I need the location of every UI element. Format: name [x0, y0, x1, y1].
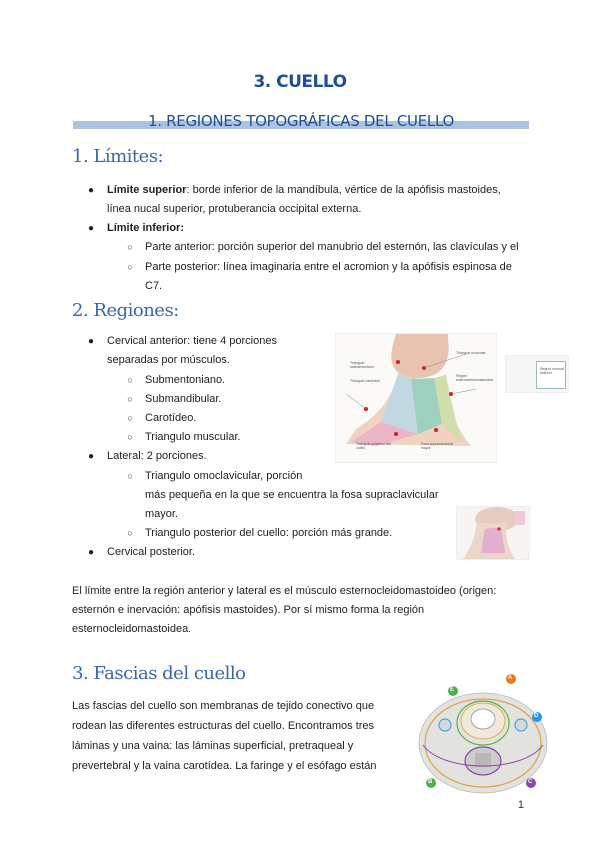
region-lateral: Lateral: 2 porciones. — [107, 450, 207, 462]
document-title: 3. CUELLO — [253, 72, 347, 92]
paragraph-line: rodean las diferentes estructuras del cuello. Encontramos tres — [72, 720, 375, 732]
limite-superior-text: : borde inferior de la mandíbula, vértice de la apófisis mastoides, — [186, 184, 501, 196]
legend-label: Región cervical anterior — [540, 367, 564, 375]
limite-inferior-label: Límite inferior: — [107, 222, 185, 234]
figure-badge: A — [508, 675, 513, 681]
list-item: Triangulo muscular. — [145, 431, 241, 443]
cervical-anterior-2: separadas por músculos. — [107, 354, 230, 366]
sub-bullet: ○ — [127, 394, 133, 404]
list-item: Submentoniano. — [145, 374, 226, 386]
sub-bullet: ○ — [127, 413, 133, 423]
limite-superior-line — [107, 181, 547, 200]
bullet-dot: ● — [87, 223, 95, 234]
bullet-dot: ● — [87, 547, 95, 558]
paragraph-line: Las fascias del cuello son membranas de tejido conectivo que — [72, 700, 375, 712]
figure-badge: D — [534, 713, 539, 719]
lateral-omoclavicular: Triangulo omoclavicular, porción — [145, 470, 303, 482]
section-subtitle: 1. REGIONES TOPOGRÁFICAS DEL CUELLO — [148, 112, 454, 130]
legend-box — [536, 361, 566, 389]
paragraph-line: esternón e inervación: apófisis mastoides). Por sí mismo forma la región — [72, 604, 425, 616]
sub-bullet: ○ — [127, 528, 133, 538]
sub-bullet: ○ — [127, 375, 133, 385]
bullet-dot: ● — [87, 185, 95, 196]
list-item: Submandibular. — [145, 393, 222, 405]
figure-badge: E — [450, 687, 455, 693]
page-number: 1 — [517, 799, 524, 811]
heading-fascias: 3. Fascias del cuello — [72, 663, 246, 684]
sub-bullet: ○ — [127, 262, 133, 272]
figure-badge: B — [428, 779, 433, 785]
figure-label: Región esternocleidomastoidea — [456, 374, 493, 382]
lateral-neck-illustration — [457, 507, 529, 559]
limite-inferior-posterior: Parte posterior: línea imaginaria entre el acromion y la apófisis espinosa de — [145, 261, 512, 273]
lateral-posterior: Triangulo posterior del cuello: porción más grande. — [145, 527, 393, 539]
cervical-posterior: Cervical posterior. — [107, 546, 196, 558]
lateral-neck-figure — [456, 506, 530, 560]
figure-badge: C — [528, 779, 533, 785]
paragraph-line: láminas y una vaina: las láminas superficial, pretraqueal y — [72, 740, 354, 752]
lateral-omoclavicular-3: mayor. — [145, 508, 179, 520]
sub-bullet: ○ — [127, 242, 133, 252]
figure-label: Triángulo carotídeo — [350, 379, 381, 383]
list-item: Carotídeo. — [145, 412, 197, 424]
bullet-dot: ● — [87, 336, 95, 347]
paragraph-line: El límite entre la región anterior y lateral es el músculo esternocleidomastoideo (origen: — [72, 585, 497, 597]
limite-inferior-anterior: Parte anterior: porción superior del manubrio del esternón, las clavículas y el — [145, 241, 519, 253]
limite-inferior-posterior-2: C7. — [145, 280, 163, 292]
sub-bullet: ○ — [127, 432, 133, 442]
figure-label: Triángulo posterior del cuello — [356, 442, 391, 450]
figure-label: Triángulo submentoniano — [350, 361, 374, 369]
paragraph-line: esternocleidomastoidea. — [72, 623, 192, 635]
limite-superior-label: Límite superior — [107, 184, 187, 196]
figure-label: Fosa supraclavicular mayor — [421, 442, 454, 450]
fascia-cross-section-figure — [413, 673, 549, 797]
heading-limites: 1. Límites: — [72, 146, 164, 167]
limite-superior-text-2: línea nucal superior, protuberancia occipital externa. — [107, 203, 362, 215]
lateral-omoclavicular-2: más pequeña en la que se encuentra la fosa supraclavicular — [145, 489, 439, 501]
figure-legend — [505, 355, 569, 393]
neck-regions-figure — [335, 333, 497, 463]
bullet-dot: ● — [87, 451, 95, 462]
sub-bullet: ○ — [127, 471, 133, 481]
figure-label: Triángulo muscular — [456, 351, 486, 355]
heading-regiones: 2. Regiones: — [72, 300, 179, 321]
paragraph-line: prevertebral y la vaina carotídea. La faringe y el esófago están — [72, 760, 377, 772]
cervical-anterior: Cervical anterior: tiene 4 porciones — [107, 335, 277, 347]
